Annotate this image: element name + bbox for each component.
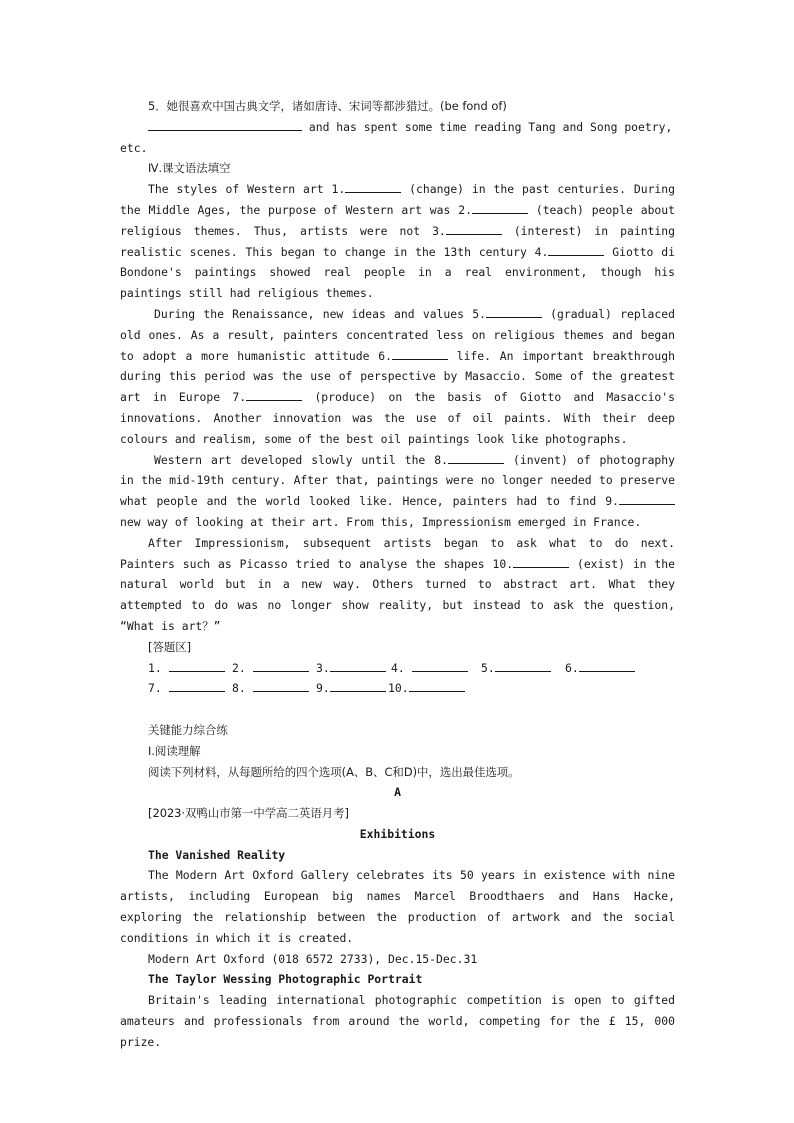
- answer-area-label: [答题区]: [148, 639, 192, 654]
- grammar-heading: Ⅳ.课文语法填空: [148, 161, 231, 176]
- passage-title: Exhibitions: [359, 826, 436, 841]
- answer-slot[interactable]: 9.: [316, 678, 388, 699]
- translation-answer-line: and has spent some time reading Tang and Song poetry,: [120, 117, 675, 138]
- passage-letter: A: [394, 785, 401, 800]
- blank-3[interactable]: [446, 221, 502, 235]
- exhibition-1-title: The Vanished Reality: [148, 847, 286, 862]
- answer-slot[interactable]: 4.: [391, 658, 481, 679]
- grammar-paragraph-4: After Impressionism, subsequent artists began to ask what to do next. Painters such as Picasso tried to analyse the shapes 10. (exist) in the natural world but in a new way. Others turned to abstract art. What they attempted to do was no longer show reality, but instead to ask the question, “What is art？”: [120, 535, 675, 633]
- exhibition-2-title: The Taylor Wessing Photographic Portrait: [148, 972, 423, 987]
- translation-question-5: 5．她很喜欢中国古典文学，诸如唐诗、宋词等都涉猎过。(be fond of): [148, 99, 507, 113]
- answer-slot[interactable]: 2.: [232, 658, 316, 679]
- grammar-paragraph-2: During the Renaissance, new ideas and values 5. (gradual) replaced old ones. As a result, painters concentrated less on religious themes and began to adopt a more humanistic attitude 6. life. An important breakthrough during this period was the use of perspective by Masaccio. Some of the greatest art in Europe 7. (produce) on the basis of Giotto and Masaccio's innovations. Another innovation was the use of oil paints. With their deep colours and realism, some of the best oil paintings look like photographs.: [120, 304, 675, 450]
- blank-10[interactable]: [513, 554, 569, 568]
- answer-row-2: [120, 678, 675, 699]
- instruction: 阅读下列材料，从每题所给的四个选项(A、B、C和D)中，选出最佳选项。: [148, 764, 520, 779]
- blank-9[interactable]: [619, 491, 675, 505]
- answer-slot[interactable]: 5.: [481, 658, 565, 679]
- answer-slot[interactable]: 1.: [148, 658, 232, 679]
- translation-end: etc.: [120, 140, 148, 155]
- answer-row-1: [120, 658, 675, 679]
- exhibition-1-body: The Modern Art Oxford Gallery celebrates its 50 years in existence with nine artists, including European big names Marcel Broodthaers and Hans Hacke, exploring the relationship between the production of artwork and the social conditions in which it is created.: [120, 868, 675, 945]
- passage-source: [2023·双鸭山市第一中学高二英语月考]: [148, 806, 349, 821]
- answer-slot[interactable]: 7.: [148, 678, 232, 699]
- answer-blank[interactable]: [148, 117, 302, 131]
- answer-slot[interactable]: 6.: [565, 658, 635, 679]
- exhibition-1-info: Modern Art Oxford (018 6572 2733), Dec.15-Dec.31: [148, 951, 478, 966]
- blank-2[interactable]: [472, 200, 528, 214]
- part-title: Ⅰ.阅读理解: [148, 743, 201, 758]
- blank-1[interactable]: [345, 179, 401, 193]
- blank-8[interactable]: [448, 450, 504, 464]
- blank-6[interactable]: [392, 346, 448, 360]
- exhibition-2-body: Britain's leading international photographic competition is open to gifted amateurs and professionals from around the world, competing for the £ 15, 000 prize.: [120, 993, 675, 1049]
- section-title: 关键能力综合练: [148, 722, 228, 737]
- document-page: [120, 96, 675, 1053]
- answer-slot[interactable]: 10.: [388, 678, 465, 699]
- answer-slot[interactable]: 3.: [316, 658, 391, 679]
- blank-7[interactable]: [246, 387, 302, 401]
- blank-5[interactable]: [486, 304, 542, 318]
- blank-4[interactable]: [548, 242, 604, 256]
- grammar-paragraph-1: The styles of Western art 1. (change) in the past centuries. During the Middle Ages, the purpose of Western art was 2. (teach) people about religious themes. Thus, artists were not 3. (interest) in painting realistic scenes. This began to change in the 13th century 4. Giotto di Bondone's paintings showed real people in a real environment, though his paintings still had religious themes.: [120, 179, 675, 304]
- grammar-paragraph-3: Western art developed slowly until the 8. (invent) of photography in the mid-19th century. After that, paintings were no longer needed to preserve what people and the world looked like. Hence, painters had to find 9. new way of looking at their art. From this, Impressionism emerged in France.: [120, 450, 675, 533]
- answer-slot[interactable]: 8.: [232, 678, 316, 699]
